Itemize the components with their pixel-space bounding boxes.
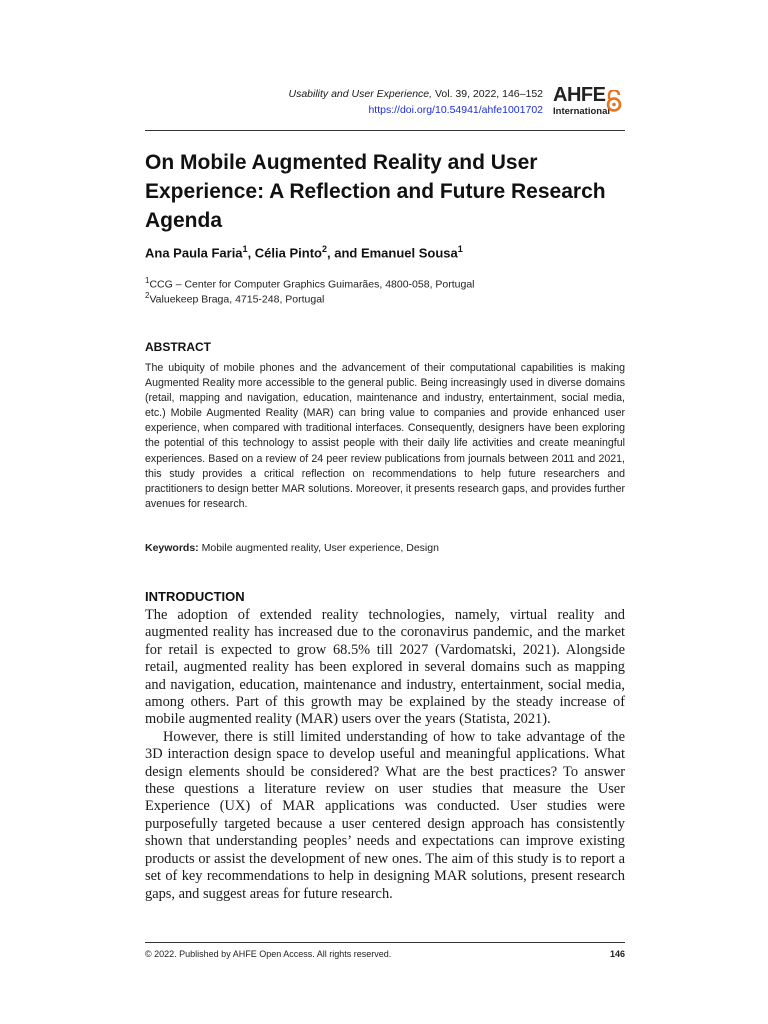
- logo-subtitle: International: [553, 106, 611, 117]
- ahfe-logo: [549, 86, 625, 120]
- journal-line: [288, 86, 543, 102]
- author-affiliation-mark: 1: [242, 244, 248, 254]
- open-access-icon: [605, 90, 623, 112]
- paper-page: [145, 0, 625, 1024]
- introduction-paragraph: However, there is still limited understanding of how to take advantage of the 3D interaction design space to develop useful and meaningful applications. What design elements should be considered? What are the best practices? To answer these questions a literature review on user studies that measure the User Experience (UX) of MAR applications was conducted. User studies were purposefully targeted because a user centered design approach has consistently shown that understanding peoples’ needs and expectations can improve existing products or assist the development of new ones. The aim of this study is to report a set of key recommendations to help in designing MAR solutions, present research gaps, and suggest areas for future research.: [145, 728, 625, 902]
- affiliation-text: CCG – Center for Computer Graphics Guimarães, 4800-058, Portugal: [149, 278, 475, 291]
- keywords: [145, 542, 439, 554]
- introduction-heading: INTRODUCTION: [145, 589, 245, 604]
- logo-wordmark: AHFE: [553, 84, 606, 106]
- affiliation-mark: 2: [145, 291, 150, 300]
- abstract-heading: ABSTRACT: [145, 340, 211, 354]
- copyright-notice: © 2022. Published by AHFE Open Access. All rights reserved.: [145, 949, 392, 959]
- introduction-body: [145, 607, 625, 903]
- keywords-text: Mobile augmented reality, User experience, Design: [198, 542, 439, 554]
- affiliation: [145, 276, 475, 291]
- author-affiliation-mark: 1: [457, 244, 463, 254]
- affiliation: [145, 291, 324, 306]
- doi-link[interactable]: https://doi.org/10.54941/ahfe1001702: [368, 104, 543, 116]
- author-separator: , and: [327, 245, 361, 261]
- author-affiliation-mark: 2: [321, 244, 327, 254]
- affiliation-mark: 1: [145, 276, 150, 285]
- author-list: [145, 244, 463, 260]
- page-number: 146: [609, 949, 625, 959]
- journal-citation: [288, 86, 543, 118]
- journal-name: Usability and User Experience,: [288, 88, 433, 100]
- doi-line: [288, 102, 543, 118]
- keywords-label: Keywords:: [145, 542, 199, 554]
- footer-divider: [145, 942, 625, 943]
- introduction-paragraph: The adoption of extended reality technologies, namely, virtual reality and augmented reality has increased due to the coronavirus pandemic, and the market for retail is expected to grow 68.5% till 2027 (Vardomatski, 2021). Alongside retail, augmented reality has been explored in several domains such as mapping and navigation, education, maintenance and industry, entertainment, social media, among others. Part of this growth may be explained by the steady increase of mobile augmented reality (MAR) users over the years (Statista, 2021).: [145, 607, 625, 728]
- journal-volume-pages: Vol. 39, 2022, 146–152: [432, 88, 543, 100]
- author-name: Emanuel Sousa: [360, 245, 458, 261]
- author-separator: ,: [247, 245, 255, 261]
- paper-title: On Mobile Augmented Reality and User Experience: A Reflection and Future Research Agenda: [145, 151, 606, 232]
- abstract-text: The ubiquity of mobile phones and the advancement of their computational capabilities is making Augmented Reality more accessible to the general public. Being increasingly used in diverse domains (retail, mapping and navigation, education, maintenance and industry, entertainment, social media, etc.) Mobile Augmented Reality (MAR) can bring value to companies and provide enhanced user experience, when compared with traditional interfaces. Consequently, designers have been exploring the potential of this technology to assist people with their daily life activities and create meaningful experiences. Based on a review of 24 peer review publications from journals between 2011 and 2021, this study provides a critical reflection on recommendations to help future researchers and practitioners to design better MAR solutions. Moreover, it presents research gaps, and provides further avenues for research.: [145, 362, 625, 510]
- author-name: Célia Pinto: [254, 245, 322, 261]
- journal-header: [145, 86, 625, 122]
- affiliation-text: Valuekeep Braga, 4715-248, Portugal: [149, 293, 325, 306]
- header-divider: [145, 130, 625, 131]
- author-name: Ana Paula Faria: [145, 245, 243, 261]
